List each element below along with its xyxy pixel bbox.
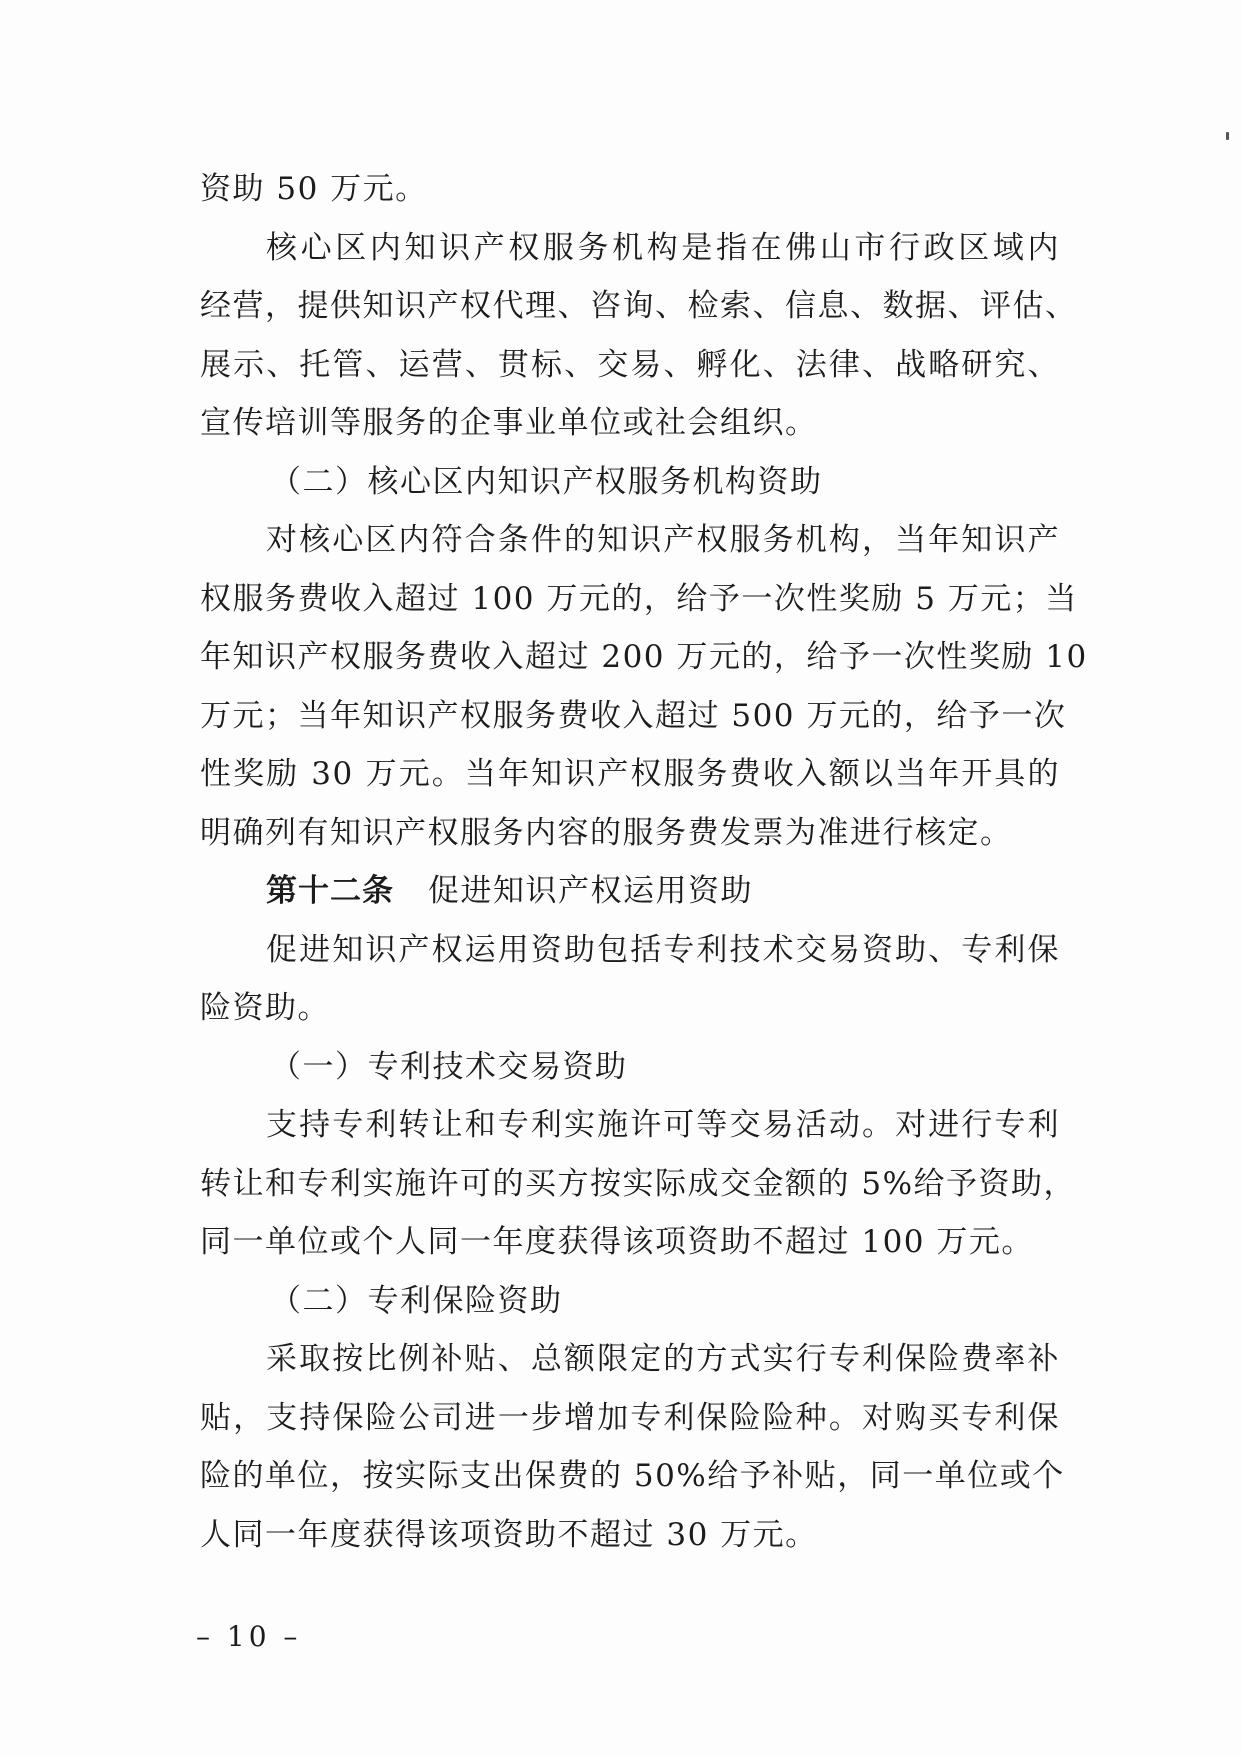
paragraph-line: 经营，提供知识产权代理、咨询、检索、信息、数据、评估、 <box>200 288 1078 324</box>
paragraph-line: 资助 50 万元。 <box>200 171 428 207</box>
paragraph-line: 核心区内知识产权服务机构是指在佛山市行政区域内 <box>266 229 1060 266</box>
paragraph-line: 权服务费收入超过 100 万元的，给予一次性奖励 5 万元；当 <box>200 580 1078 617</box>
section-heading: （二）专利保险资助 <box>270 1282 563 1319</box>
paragraph-line: 同一单位或个人同一年度获得该项资助不超过 100 万元。 <box>200 1224 1034 1260</box>
page-number: – 10 – <box>196 1620 302 1653</box>
paragraph-line: 险资助。 <box>200 990 330 1026</box>
paragraph-line: 对核心区内符合条件的知识产权服务机构，当年知识产 <box>266 522 1060 558</box>
paragraph-line: 万元；当年知识产权服务费收入超过 500 万元的，给予一次 <box>200 697 1067 734</box>
paragraph-line: 宣传培训等服务的企事业单位或社会组织。 <box>200 405 818 441</box>
article-number: 第十二条 <box>266 873 394 909</box>
paragraph-line: 险的单位，按实际支出保费的 50%给予补贴，同一单位或个 <box>200 1458 1065 1494</box>
section-heading: （一）专利技术交易资助 <box>270 1048 628 1085</box>
paragraph-line: 年知识产权服务费收入超过 200 万元的，给予一次性奖励 10 <box>200 639 1088 675</box>
body-text <box>200 160 1088 1564</box>
paragraph-line: 明确列有知识产权服务内容的服务费发票为准进行核定。 <box>200 814 1013 851</box>
article-heading-line <box>200 862 1060 921</box>
paragraph-line: 性奖励 30 万元。当年知识产权服务费收入额以当年开具的 <box>200 756 1060 792</box>
paragraph-line: 支持专利转让和专利实施许可等交易活动。对进行专利 <box>266 1107 1060 1143</box>
paragraph-line: 促进知识产权运用资助包括专利技术交易资助、专利保 <box>266 931 1060 968</box>
paragraph-line: 人同一年度获得该项资助不超过 30 万元。 <box>200 1516 818 1553</box>
paragraph-line: 采取按比例补贴、总额限定的方式实行专利保险费率补 <box>266 1341 1060 1377</box>
paragraph-line: 贴，支持保险公司进一步增加专利保险险种。对购买专利保 <box>200 1399 1060 1436</box>
scan-speck <box>1226 132 1229 140</box>
paragraph-line: 展示、托管、运营、贯标、交易、孵化、法律、战略研究、 <box>200 346 1060 383</box>
paragraph-line: 转让和专利实施许可的买方按实际成交金额的 5%给予资助， <box>200 1165 1077 1202</box>
section-heading: （二）核心区内知识产权服务机构资助 <box>270 463 823 500</box>
article-title: 促进知识产权运用资助 <box>428 873 753 909</box>
